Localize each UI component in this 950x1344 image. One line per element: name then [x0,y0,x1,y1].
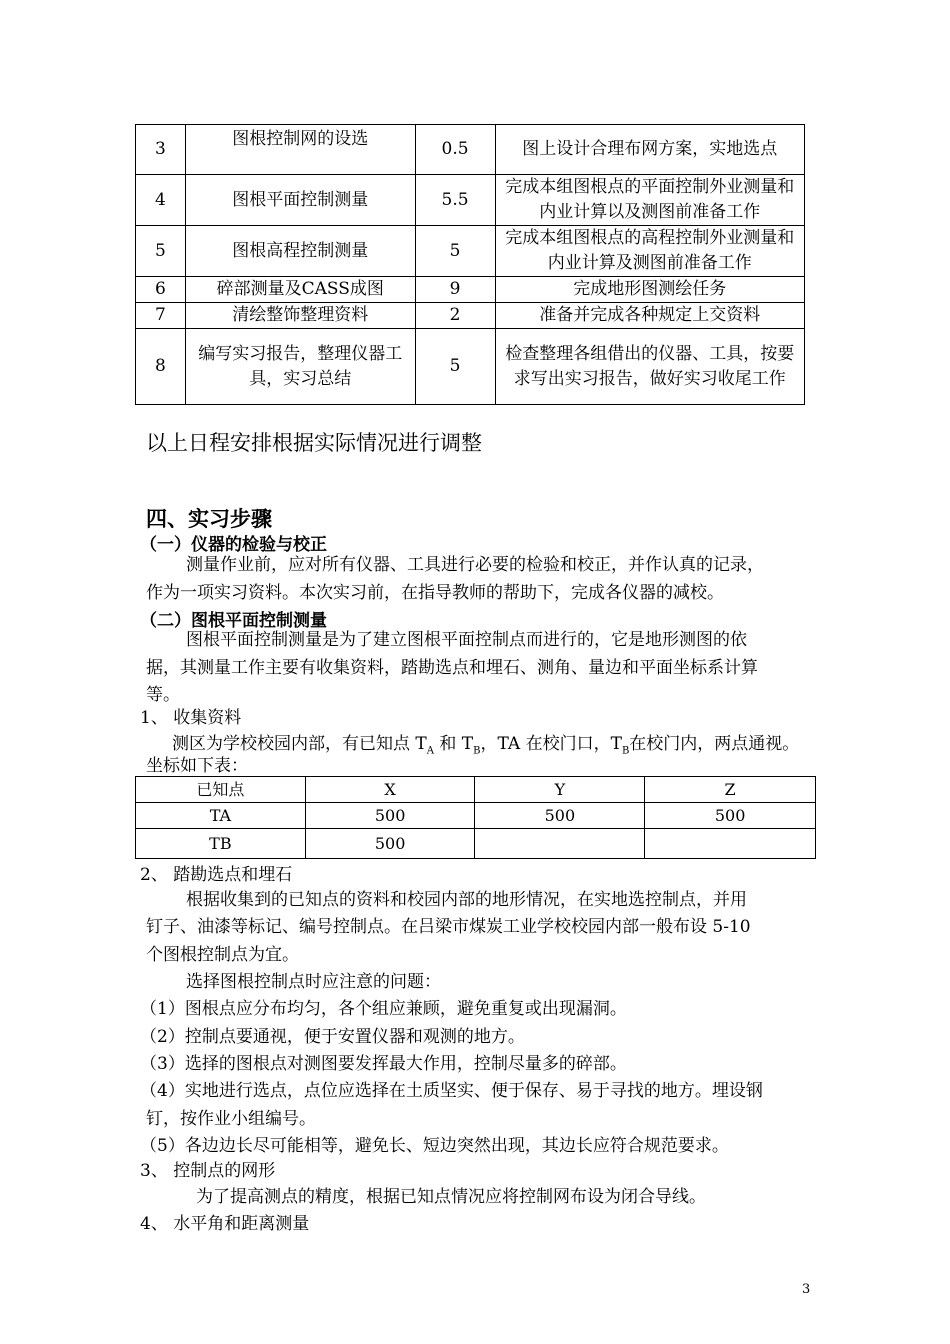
paragraph-line: 据，其测量工作主要有收集资料，踏勘选点和埋石、测角、量边和平面坐标系计算 [146,658,758,678]
item-heading: 4、 水平角和距离测量 [140,1214,310,1234]
table-row [136,829,816,859]
coordinates-table [135,776,816,859]
table-cell: TA [136,803,306,829]
schedule-table [135,124,805,405]
table-cell [645,829,816,859]
schedule-note: 以上日程安排根据实际情况进行调整 [146,431,482,455]
paragraph-line: 等。 [146,685,180,705]
paragraph-line: 根据收集到的已知点的资料和校园内部的地形情况，在实地选控制点，并用 [186,890,747,910]
table-row [136,329,805,405]
task-name: 清绘整饰整理资料 [185,303,415,329]
paragraph-line: 测区为学校校园内部，有已知点 $T_A$ 和 $T_B$，TA 在校门口，$T_B$在校门内，两点通视。 [172,734,800,757]
row-number: 8 [136,329,186,405]
table-row [136,125,805,175]
task-name: 图根平面控制测量 [185,175,415,226]
subsection-title: （二）图根平面控制测量 [140,611,327,631]
task-days: 2 [415,303,495,329]
paragraph-line: 选择图根控制点时应注意的问题： [186,972,441,992]
table-cell [475,829,645,859]
table-cell: 500 [305,803,475,829]
header-cell: Y [475,777,645,803]
row-number: 4 [136,175,186,226]
subsection-title: （一）仪器的检验与校正 [140,535,327,555]
paragraph-line: 坐标如下表： [146,756,248,776]
paragraph-line: 个图根控制点为宜。 [146,945,299,965]
table-row [136,277,805,303]
rule-line: （2）控制点要通视，便于安置仪器和观测的地方。 [140,1027,525,1047]
rule-line: （4）实地进行选点，点位应选择在土质坚实、便于保存、易于寻找的地方。埋设钢 [140,1081,763,1101]
row-number: 3 [136,125,186,175]
rule-line: （5）各边边长尽可能相等，避免长、短边突然出现，其边长应符合规范要求。 [140,1136,729,1156]
paragraph-line: 钉子、油漆等标记、编号控制点。在吕梁市煤炭工业学校校园内部一般布设 5-10 [146,917,751,937]
paragraph-line: 作为一项实习资料。本次实习前，在指导教师的帮助下，完成各仪器的减校。 [146,583,724,603]
table-row [136,175,805,226]
rule-line: （1）图根点应分布均匀，各个组应兼顾，避免重复或出现漏洞。 [140,999,627,1019]
task-days: 5 [415,226,495,277]
section-title: 四、实习步骤 [146,507,272,531]
task-days: 5 [415,329,495,405]
task-name: 碎部测量及CASS成图 [185,277,415,303]
task-name: 编写实习报告，整理仪器工具，实习总结 [185,329,415,405]
header-cell: X [305,777,475,803]
task-name: 图根控制网的设选 [185,125,415,175]
page-number: 3 [802,1282,811,1297]
task-days: 5.5 [415,175,495,226]
rule-line: （3）选择的图根点对测图要发挥最大作用，控制尽量多的碎部。 [140,1054,627,1074]
table-cell: 500 [645,803,816,829]
rule-line: 钉，按作业小组编号。 [146,1109,316,1129]
task-days: 9 [415,277,495,303]
task-content: 准备并完成各种规定上交资料 [495,303,805,329]
header-cell: 已知点 [136,777,306,803]
table-row [136,303,805,329]
item-heading: 3、 控制点的网形 [140,1161,276,1181]
table-row [136,803,816,829]
paragraph-line: 图根平面控制测量是为了建立图根平面控制点而进行的，它是地形测图的依 [186,630,747,650]
paragraph-line: 为了提高测点的精度，根据已知点情况应将控制网布设为闭合导线。 [196,1187,706,1207]
item-heading: 2、 踏勘选点和埋石 [140,865,293,885]
header-cell: Z [645,777,816,803]
item-heading: 1、 收集资料 [140,708,242,728]
row-number: 7 [136,303,186,329]
table-cell: 500 [305,829,475,859]
task-content: 完成本组图根点的平面控制外业测量和内业计算以及测图前准备工作 [495,175,805,226]
table-header-row [136,777,816,803]
row-number: 6 [136,277,186,303]
table-row [136,226,805,277]
row-number: 5 [136,226,186,277]
task-content: 完成地形图测绘任务 [495,277,805,303]
paragraph-line: 测量作业前，应对所有仪器、工具进行必要的检验和校正，并作认真的记录， [186,555,764,575]
task-name: 图根高程控制测量 [185,226,415,277]
task-content: 完成本组图根点的高程控制外业测量和内业计算及测图前准备工作 [495,226,805,277]
task-content: 图上设计合理布网方案，实地选点 [495,125,805,175]
table-cell: TB [136,829,306,859]
table-cell: 500 [475,803,645,829]
task-content: 检查整理各组借出的仪器、工具，按要求写出实习报告，做好实习收尾工作 [495,329,805,405]
task-days: 0.5 [415,125,495,175]
